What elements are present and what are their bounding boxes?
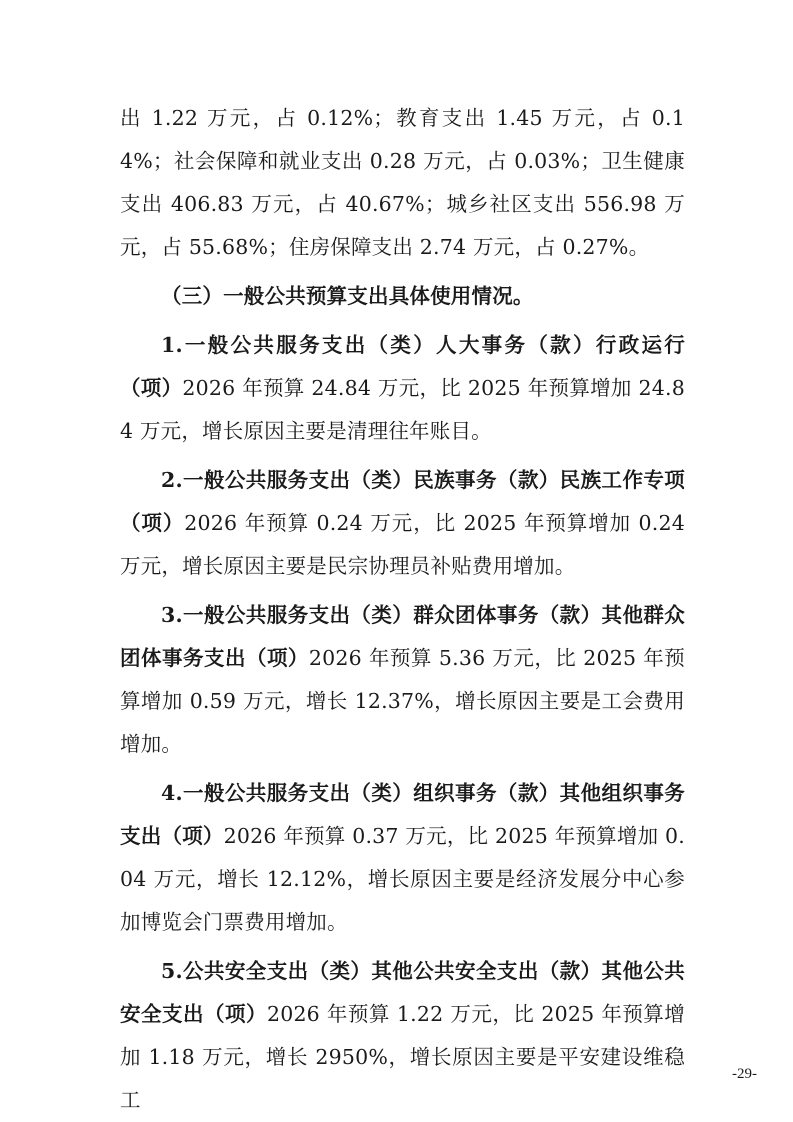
continuation-paragraph: 出 1.22 万元，占 0.12%；教育支出 1.45 万元，占 0.14%；社会保障和就业支出 0.28 万元，占 0.03%；卫生健康支出 406.83 万元，占 40.67%；城乡社区支出 556.98 万元，占 55.68%；住房保障支出 2.74 万元，占 0.27%。 <box>120 106 685 259</box>
page-number: -29- <box>732 1066 757 1082</box>
item-title: 1.一般公共服务支出（类）人大事务（款）行政运行（项） <box>120 333 685 400</box>
item-body: 2026 年预算 24.84 万元，比 2025 年预算增加 24.84 万元，增长原因主要是清理往年账目。 <box>120 376 685 443</box>
item-body: 2026 年预算 1.22 万元，比 2025 年预算增加 1.18 万元，增长 2950%，增长原因主要是平安建设维稳工 <box>120 1002 685 1112</box>
item-title: 4.一般公共服务支出（类）组织事务（款）其他组织事务支出（项） <box>120 781 685 848</box>
item-body: 2026 年预算 0.37 万元，比 2025 年预算增加 0.04 万元，增长 12.12%，增长原因主要是经济发展分中心参加博览会门票费用增加。 <box>120 824 686 934</box>
budget-item-4 <box>120 772 685 944</box>
document-page <box>120 97 685 1122</box>
budget-item-1 <box>120 324 685 453</box>
budget-item-3 <box>120 594 685 766</box>
item-title: 5.公共安全支出（类）其他公共安全支出（款）其他公共安全支出（项） <box>120 959 685 1026</box>
item-title: 3.一般公共服务支出（类）群众团体事务（款）其他群众团体事务支出（项） <box>120 603 685 670</box>
section-heading: （三）一般公共预算支出具体使用情况。 <box>161 284 534 308</box>
item-body: 2026 年预算 0.24 万元，比 2025 年预算增加 0.24 万元，增长原因主要是民宗协理员补贴费用增加。 <box>120 511 685 578</box>
item-title: 2.一般公共服务支出（类）民族事务（款）民族工作专项（项） <box>120 468 685 535</box>
budget-item-2 <box>120 459 685 588</box>
item-body: 2026 年预算 5.36 万元，比 2025 年预算增加 0.59 万元，增长 12.37%，增长原因主要是工会费用增加。 <box>120 646 685 756</box>
budget-item-5 <box>120 950 685 1122</box>
